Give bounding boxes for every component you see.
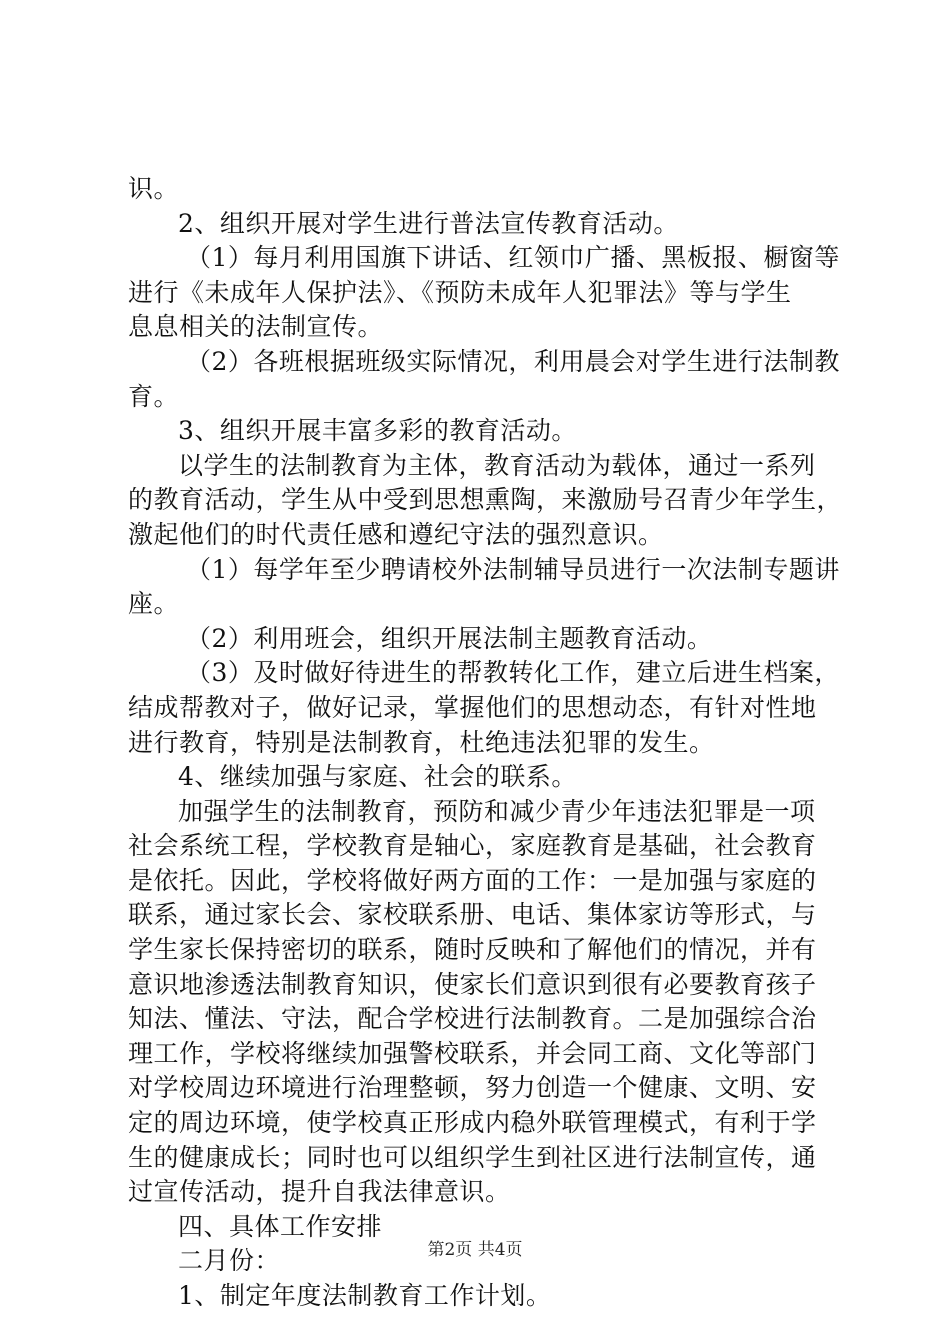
text-line: 激起他们的时代责任感和遵纪守法的强烈意识。 <box>128 519 664 549</box>
text-line: 进行教育，特别是法制教育，杜绝违法犯罪的发生。 <box>128 727 715 757</box>
text-line: 定的周边环境，使学校真正形成内稳外联管理模式，有利于学 <box>128 1108 817 1138</box>
text-line: 是依托。因此，学校将做好两方面的工作：一是加强与家庭的 <box>128 865 817 895</box>
text-line: 3、组织开展丰富多彩的教育活动。 <box>178 416 577 446</box>
text-line: （3）及时做好待进生的帮教转化工作，建立后进生档案， <box>186 658 840 688</box>
text-line: 对学校周边环境进行治理整顿，努力创造一个健康、文明、安 <box>128 1073 817 1103</box>
text-line: （2）利用班会，组织开展法制主题教育活动。 <box>186 623 713 653</box>
text-line: 联系，通过家长会、家校联系册、电话、集体家访等形式，与 <box>128 900 817 930</box>
text-line: 1、制定年度法制教育工作计划。 <box>178 1281 552 1310</box>
text-line: 意识地渗透法制教育知识，使家长们意识到很有必要教育孩子 <box>128 969 817 999</box>
text-line: 过宣传活动，提升自我法律意识。 <box>128 1177 511 1207</box>
text-line: 识。 <box>128 174 180 203</box>
text-line: 育。 <box>128 381 180 411</box>
text-line: 4、继续加强与家庭、社会的联系。 <box>178 762 577 792</box>
text-line: （1）每学年至少聘请校外法制辅导员进行一次法制专题讲 <box>186 554 840 584</box>
text-line: 生的健康成长；同时也可以组织学生到社区进行法制宣传，通 <box>128 1142 817 1172</box>
text-line: 息息相关的法制宣传。 <box>128 312 384 342</box>
document-body <box>128 172 843 1314</box>
text-line: 的教育活动，学生从中受到思想熏陶，来激励号召青少年学生， <box>128 485 843 515</box>
text-line: 结成帮教对子，做好记录，掌握他们的思想动态，有针对性地 <box>128 692 817 722</box>
text-line: 理工作，学校将继续加强警校联系，并会同工商、文化等部门 <box>128 1038 817 1068</box>
page-number-label: 第2页 共4页 <box>427 1240 523 1260</box>
text-line: 以学生的法制教育为主体，教育活动为载体，通过一系列 <box>178 450 816 480</box>
text-line: 社会系统工程，学校教育是轴心，家庭教育是基础，社会教育 <box>128 831 817 861</box>
text-line: 学生家长保持密切的联系，随时反映和了解他们的情况，并有 <box>128 935 817 965</box>
page-footer <box>0 1239 950 1261</box>
text-line: 知法、懂法、守法，配合学校进行法制教育。二是加强综合治 <box>128 1004 817 1034</box>
text-line: 二月份： <box>178 1246 281 1276</box>
text-line: （2）各班根据班级实际情况，利用晨会对学生进行法制教 <box>186 346 840 376</box>
text-line: 2、组织开展对学生进行普法宣传教育活动。 <box>178 208 679 238</box>
text-line: 加强学生的法制教育，预防和减少青少年违法犯罪是一项 <box>178 796 816 826</box>
text-line: 四、具体工作安排 <box>178 1211 383 1241</box>
text-line: 座。 <box>128 589 180 619</box>
text-line: 进行《未成年人保护法》、《预防未成年人犯罪法》等与学生 <box>128 277 792 307</box>
text-line: （1）每月利用国旗下讲话、红领巾广播、黑板报、橱窗等 <box>186 243 840 273</box>
